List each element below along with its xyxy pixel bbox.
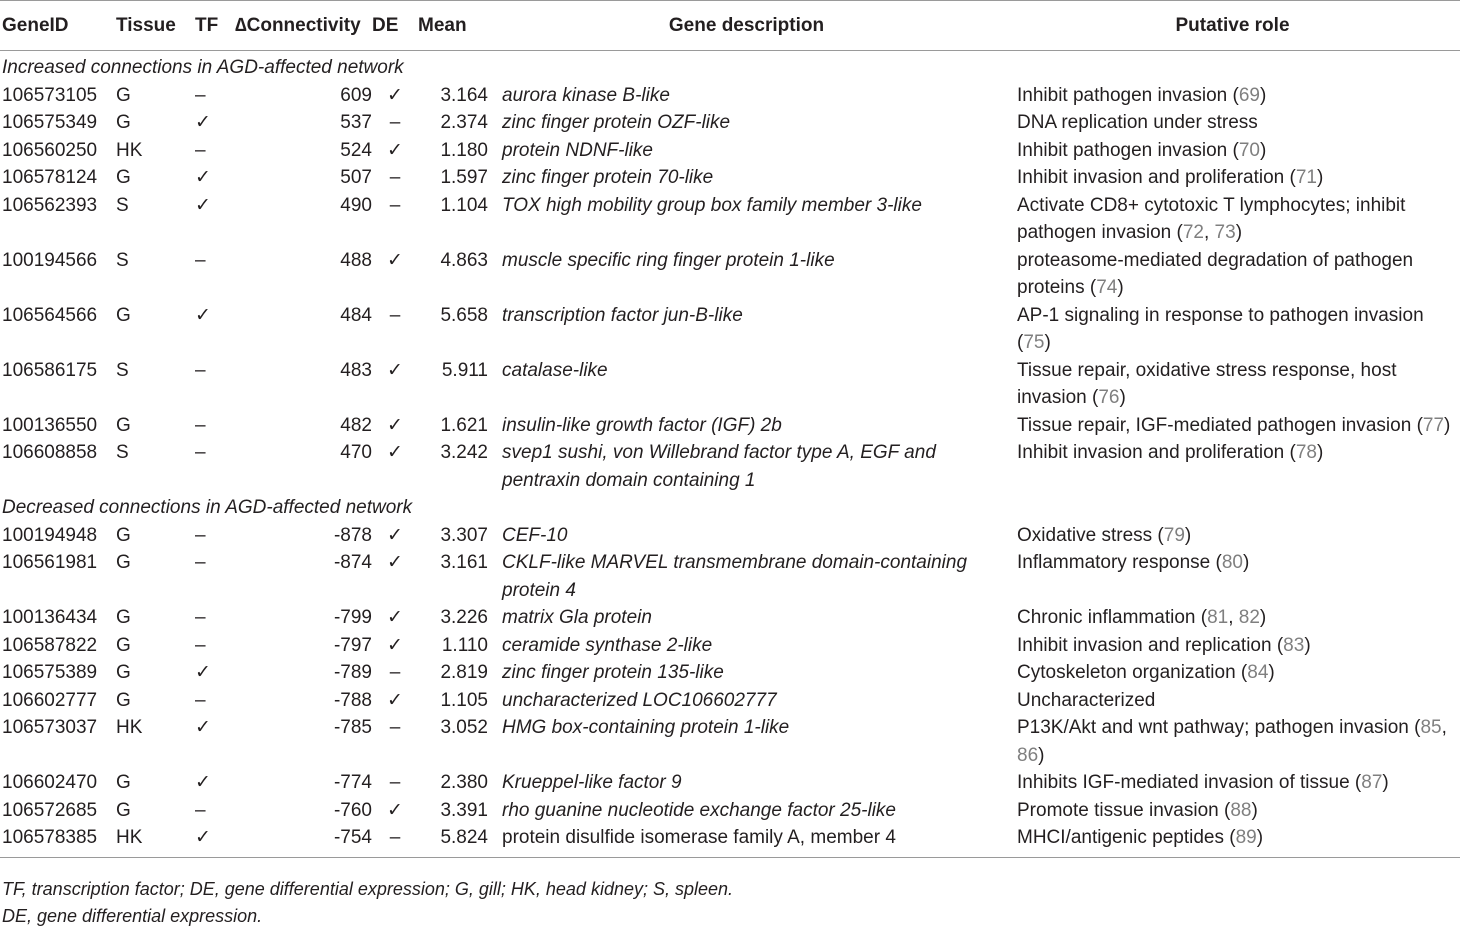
- role-cell: Activate CD8+ cytotoxic T lymphocytes; inhibit pathogen invasion (72, 73): [1017, 194, 1406, 243]
- connectivity-cell: -878: [333, 524, 372, 546]
- role-cell: [1005, 82, 1460, 110]
- reference-link[interactable]: 87: [1361, 772, 1383, 793]
- role-text-end: ): [1251, 799, 1258, 821]
- header-connectivity: ∆Connectivity: [235, 1, 372, 51]
- mean-cell: 1.597: [440, 167, 488, 188]
- role-text: Tissue repair, oxidative stress response, host invasion (: [1017, 359, 1397, 408]
- tissue-cell: G: [116, 414, 131, 436]
- table-row: [0, 522, 1460, 550]
- role-text-end: ): [1235, 222, 1243, 243]
- description-cell: uncharacterized LOC106602777: [502, 689, 777, 711]
- table-row: [0, 247, 1460, 302]
- connectivity-cell: -785: [333, 717, 372, 738]
- geneid-cell: 106560250: [2, 139, 98, 161]
- role-text-end: ): [1038, 744, 1045, 766]
- header-mean: Mean: [418, 1, 488, 51]
- geneid-cell: 106564566: [2, 304, 98, 326]
- de-cell: ✓: [387, 524, 403, 546]
- de-cell: ✓: [387, 359, 403, 381]
- connectivity-cell: 484: [340, 304, 372, 326]
- tissue-cell: S: [116, 442, 129, 463]
- mean-cell: 2.374: [440, 112, 488, 133]
- description-cell: catalase-like: [502, 359, 608, 381]
- reference-link[interactable]: 71: [1295, 167, 1317, 188]
- role-cell: [1005, 769, 1460, 797]
- geneid-cell: 100194566: [2, 249, 98, 271]
- de-cell: ✓: [387, 689, 403, 711]
- connectivity-cell: -774: [333, 772, 372, 793]
- tissue-cell: G: [116, 304, 131, 326]
- tf-cell: ✓: [195, 717, 211, 738]
- role-text-end: ): [1259, 84, 1267, 106]
- geneid-cell: 106561981: [2, 552, 98, 573]
- tissue-cell: G: [116, 662, 131, 683]
- description-cell: zinc finger protein OZF-like: [502, 112, 731, 133]
- reference-link[interactable]: 78: [1295, 442, 1317, 463]
- role-text-end: ): [1382, 772, 1389, 793]
- geneid-cell: 106578124: [2, 167, 98, 188]
- geneid-cell: 106573105: [2, 84, 98, 106]
- mean-cell: 1.110: [441, 634, 488, 656]
- tissue-cell: HK: [116, 824, 195, 857]
- role-text: proteasome-mediated degradation of pathogen proteins (: [1017, 249, 1414, 298]
- role-text: Inhibit invasion and replication (: [1017, 634, 1284, 656]
- role-text: Inhibit invasion and proliferation (: [1017, 442, 1296, 463]
- table-row: [0, 549, 1460, 604]
- tf-cell: –: [195, 552, 206, 573]
- role-text-end: ): [1259, 139, 1267, 161]
- header-geneid: GeneID: [0, 1, 116, 51]
- table-row: [0, 632, 1460, 660]
- header-role: Putative role: [1005, 1, 1460, 51]
- geneid-cell: 106587822: [2, 634, 98, 656]
- tf-cell: ✓: [195, 772, 211, 793]
- role-text: Promote tissue invasion (: [1017, 799, 1231, 821]
- de-cell: ✓: [387, 634, 403, 656]
- role-cell: [1005, 302, 1460, 357]
- connectivity-cell: 482: [340, 414, 372, 436]
- connectivity-cell: -760: [333, 799, 372, 821]
- table-row: [0, 412, 1460, 440]
- description-cell: protein NDNF-like: [502, 139, 653, 161]
- role-text-end: ): [1259, 607, 1267, 628]
- table-row: [0, 714, 1460, 769]
- tf-cell: –: [195, 524, 206, 546]
- description-cell: aurora kinase B-like: [502, 84, 670, 106]
- tissue-cell: S: [116, 249, 129, 271]
- description-cell: svep1 sushi, von Willebrand factor type A, EGF and pentraxin domain containing 1: [502, 442, 936, 491]
- table-row: [0, 769, 1460, 797]
- tf-cell: –: [195, 414, 206, 436]
- role-text: Uncharacterized: [1017, 689, 1156, 711]
- de-cell: ✓: [387, 249, 403, 271]
- mean-cell: 3.161: [440, 552, 488, 573]
- connectivity-cell: 524: [340, 139, 372, 161]
- tissue-cell: G: [116, 607, 131, 628]
- tf-cell: ✓: [195, 194, 211, 216]
- tf-cell: –: [195, 249, 206, 271]
- connectivity-cell: -797: [333, 634, 372, 656]
- role-text: Inhibit pathogen invasion (: [1017, 84, 1239, 106]
- role-cell: [1005, 164, 1460, 192]
- tissue-cell: G: [116, 772, 131, 793]
- role-text-end: ): [1304, 634, 1311, 656]
- reference-link[interactable]: 86: [1017, 744, 1039, 766]
- mean-cell: 2.380: [440, 772, 488, 793]
- mean-cell: 3.242: [440, 442, 488, 463]
- role-cell: [1005, 824, 1460, 857]
- tf-cell: ✓: [195, 662, 211, 683]
- role-cell: [1005, 247, 1460, 302]
- tissue-cell: G: [116, 799, 131, 821]
- geneid-cell: 106586175: [2, 359, 98, 381]
- description-cell: insulin-like growth factor (IGF) 2b: [502, 414, 782, 436]
- role-text-end: ): [1119, 387, 1126, 408]
- reference-link[interactable]: 88: [1230, 799, 1252, 821]
- role-text: AP-1 signaling in response to pathogen invasion (: [1017, 304, 1424, 353]
- role-cell: [1005, 439, 1460, 494]
- mean-cell: 3.052: [440, 717, 488, 738]
- tissue-cell: G: [116, 112, 131, 133]
- tf-cell: ✓: [195, 167, 211, 188]
- connectivity-cell: -799: [333, 607, 372, 628]
- section-row: [0, 494, 1460, 522]
- reference-link[interactable]: 83: [1283, 634, 1305, 656]
- tf-cell: –: [195, 689, 206, 711]
- de-cell: –: [389, 112, 401, 133]
- header-tf: TF: [195, 1, 235, 51]
- role-text-end: ): [1268, 662, 1275, 683]
- role-cell: [1005, 522, 1460, 550]
- description-cell: HMG box-containing protein 1-like: [502, 717, 790, 738]
- de-cell: –: [389, 304, 401, 326]
- role-text: Activate CD8+ cytotoxic T lymphocytes; inhibit pathogen invasion (: [1017, 194, 1406, 243]
- de-cell: ✓: [387, 84, 403, 106]
- table-row: [0, 137, 1460, 165]
- role-cell: [1005, 797, 1460, 825]
- tf-cell: –: [195, 799, 206, 821]
- tissue-cell: G: [116, 689, 131, 711]
- reference-link[interactable]: 80: [1221, 552, 1243, 573]
- de-cell: –: [389, 772, 401, 793]
- connectivity-cell: 488: [340, 249, 372, 271]
- de-cell: –: [389, 662, 401, 683]
- geneid-cell: 100194948: [2, 524, 98, 546]
- geneid-cell: 106602777: [2, 689, 98, 711]
- role-cell: [1005, 659, 1460, 687]
- connectivity-cell: -789: [333, 662, 372, 683]
- tf-cell: ✓: [195, 824, 235, 857]
- section-row: [0, 51, 1460, 82]
- role-text-end: ): [1117, 277, 1124, 298]
- mean-cell: 5.911: [441, 359, 488, 381]
- description-cell: matrix Gla protein: [502, 607, 652, 628]
- role-cell: [1005, 632, 1460, 660]
- tissue-cell: S: [116, 359, 129, 381]
- reference-link[interactable]: 82: [1238, 607, 1260, 628]
- description-cell: Krueppel-like factor 9: [502, 772, 682, 793]
- description-cell: CKLF-like MARVEL transmembrane domain-containing protein 4: [502, 552, 968, 601]
- role-text-end: ): [1316, 442, 1324, 463]
- geneid-cell: 106602470: [2, 772, 98, 793]
- description-cell: transcription factor jun-B-like: [502, 304, 743, 326]
- table-row: [0, 824, 1460, 857]
- header-de: DE: [372, 1, 418, 51]
- role-text-end: ): [1044, 332, 1051, 353]
- mean-cell: 1.104: [440, 194, 488, 216]
- role-text: Tissue repair, IGF-mediated pathogen invasion (: [1017, 414, 1423, 436]
- reference-link[interactable]: 76: [1098, 387, 1120, 408]
- geneid-cell: 106608858: [2, 442, 98, 463]
- role-cell: [1005, 137, 1460, 165]
- reference-link[interactable]: 81: [1207, 607, 1229, 628]
- tissue-cell: HK: [116, 139, 143, 161]
- footnote-1: TF, transcription factor; DE, gene differential expression; G, gill; HK, head kidney; S, spleen.: [2, 879, 734, 899]
- de-cell: –: [389, 194, 401, 216]
- mean-cell: 3.164: [440, 84, 488, 106]
- role-text: MHCI/antigenic peptides (: [1017, 827, 1236, 848]
- tissue-cell: G: [116, 552, 131, 573]
- mean-cell: 5.658: [440, 304, 488, 326]
- de-cell: –: [372, 824, 418, 857]
- tissue-cell: G: [116, 84, 131, 106]
- table-row: [0, 687, 1460, 715]
- tissue-cell: G: [116, 524, 131, 546]
- role-text: Inhibit pathogen invasion (: [1017, 139, 1239, 161]
- footnote-2: DE, gene differential expression.: [2, 906, 263, 926]
- description-cell: TOX high mobility group box family member 3-like: [502, 194, 922, 216]
- mean-cell: 1.621: [440, 414, 488, 436]
- table-row: [0, 797, 1460, 825]
- role-cell: [1005, 412, 1460, 440]
- connectivity-cell: 609: [340, 84, 372, 106]
- role-text: Inhibits IGF-mediated invasion of tissue (: [1017, 772, 1362, 793]
- de-cell: ✓: [387, 139, 403, 161]
- connectivity-cell: 507: [340, 167, 372, 188]
- reference-link[interactable]: 85: [1420, 717, 1442, 738]
- table-row: [0, 164, 1460, 192]
- header-tissue: Tissue: [116, 1, 195, 51]
- tissue-cell: HK: [116, 717, 143, 738]
- section-title: Decreased connections in AGD-affected network: [2, 497, 413, 518]
- reference-link[interactable]: 75: [1023, 332, 1045, 353]
- role-cell: P13K/Akt and wnt pathway; pathogen invasion (85, 86): [1017, 717, 1447, 766]
- geneid-cell: 106575349: [2, 112, 98, 133]
- mean-cell: 5.824: [418, 824, 488, 857]
- tf-cell: ✓: [195, 112, 211, 133]
- mean-cell: 4.863: [440, 249, 488, 271]
- table-row: [0, 109, 1460, 137]
- reference-link[interactable]: 72: [1182, 222, 1204, 243]
- reference-link[interactable]: 77: [1422, 414, 1445, 436]
- section-title: Increased connections in AGD-affected network: [2, 57, 404, 78]
- tf-cell: ✓: [195, 304, 211, 326]
- reference-link[interactable]: 70: [1238, 139, 1260, 161]
- connectivity-cell: 470: [340, 442, 372, 463]
- de-cell: ✓: [387, 414, 403, 436]
- role-text-end: ): [1256, 827, 1264, 848]
- geneid-cell: 106573037: [2, 717, 98, 738]
- geneid-cell: 100136550: [2, 414, 98, 436]
- connectivity-cell: 537: [340, 112, 372, 133]
- reference-link[interactable]: 79: [1163, 524, 1185, 546]
- reference-link[interactable]: 69: [1238, 84, 1260, 106]
- role-text-end: ): [1184, 524, 1192, 546]
- connectivity-cell: -874: [333, 552, 372, 573]
- table-row: [0, 82, 1460, 110]
- role-text-end: ): [1316, 167, 1324, 188]
- description-cell: CEF-10: [502, 524, 568, 546]
- description-cell: protein disulfide isomerase family A, member 4: [488, 824, 1005, 857]
- description-cell: muscle specific ring finger protein 1-like: [502, 249, 835, 271]
- tf-cell: –: [195, 607, 206, 628]
- tf-cell: –: [195, 634, 206, 656]
- reference-link[interactable]: 84: [1247, 662, 1269, 683]
- connectivity-cell: -788: [333, 689, 372, 711]
- tf-cell: –: [195, 442, 206, 463]
- tissue-cell: G: [116, 634, 131, 656]
- table-row: [0, 192, 1460, 247]
- role-text: Cytoskeleton organization (: [1017, 662, 1248, 683]
- description-cell: zinc finger protein 70-like: [502, 167, 714, 188]
- header-row: [0, 1, 1460, 51]
- description-cell: rho guanine nucleotide exchange factor 25-like: [502, 799, 896, 821]
- role-cell: [1005, 357, 1460, 412]
- geneid-cell: 106578385: [0, 824, 116, 857]
- mean-cell: 1.105: [440, 689, 488, 711]
- reference-link[interactable]: 89: [1235, 827, 1257, 848]
- role-cell: [1005, 549, 1460, 604]
- tissue-cell: S: [116, 194, 129, 216]
- tf-cell: –: [195, 84, 206, 106]
- mean-cell: 3.391: [440, 799, 488, 821]
- role-text: Inhibit invasion and proliferation (: [1017, 167, 1296, 188]
- role-text: Inflammatory response (: [1017, 552, 1222, 573]
- description-cell: zinc finger protein 135-like: [502, 662, 724, 683]
- role-text-end: ): [1243, 552, 1250, 573]
- de-cell: –: [389, 717, 401, 738]
- description-cell: ceramide synthase 2-like: [502, 634, 713, 656]
- footnotes: [2, 876, 733, 930]
- mean-cell: 3.307: [440, 524, 488, 546]
- connectivity-cell: 483: [340, 359, 372, 381]
- role-text: Oxidative stress (: [1017, 524, 1164, 546]
- table-row: [0, 659, 1460, 687]
- table-row: [0, 357, 1460, 412]
- de-cell: ✓: [387, 799, 403, 821]
- geneid-cell: 106575389: [2, 662, 98, 683]
- de-cell: ✓: [387, 552, 403, 573]
- role-cell: [1005, 109, 1460, 137]
- role-text-end: ): [1444, 414, 1451, 436]
- de-cell: –: [389, 167, 401, 188]
- role-cell: Chronic inflammation (81, 82): [1017, 607, 1267, 628]
- reference-link[interactable]: 73: [1214, 222, 1236, 243]
- role-text: DNA replication under stress: [1017, 112, 1258, 133]
- mean-cell: 1.180: [440, 139, 488, 161]
- de-cell: ✓: [387, 607, 403, 628]
- connectivity-cell: 490: [340, 194, 372, 216]
- role-text: P13K/Akt and wnt pathway; pathogen invasion (: [1017, 717, 1421, 738]
- role-cell: [1005, 687, 1460, 715]
- header-description: Gene description: [488, 1, 1005, 51]
- mean-cell: 3.226: [440, 607, 488, 628]
- mean-cell: 2.819: [440, 662, 488, 683]
- table-row: [0, 604, 1460, 632]
- connectivity-cell: -754: [235, 824, 372, 857]
- tf-cell: –: [195, 139, 206, 161]
- tissue-cell: G: [116, 167, 131, 188]
- table-row: [0, 439, 1460, 494]
- reference-link[interactable]: 74: [1096, 277, 1118, 298]
- geneid-cell: 106562393: [2, 194, 98, 216]
- table-row: [0, 302, 1460, 357]
- geneid-cell: 100136434: [2, 607, 98, 628]
- role-text: Chronic inflammation (: [1017, 607, 1208, 628]
- de-cell: ✓: [387, 442, 403, 463]
- geneid-cell: 106572685: [2, 799, 98, 821]
- table-body: [0, 51, 1460, 858]
- tf-cell: –: [195, 359, 206, 381]
